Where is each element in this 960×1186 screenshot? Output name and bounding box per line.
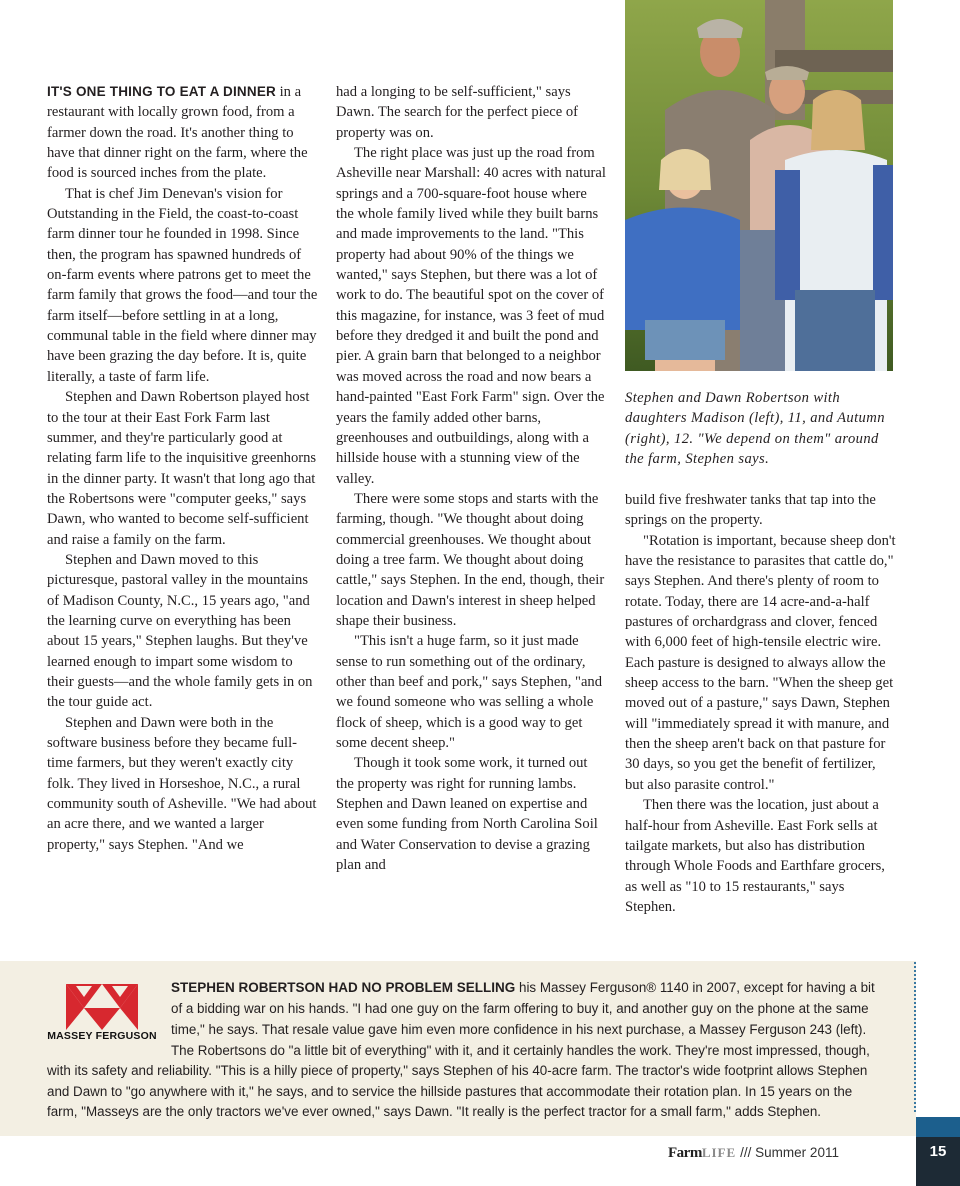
article-paragraph: There were some stops and starts with the farming, though. "We thought about doing commercial greenhouses. We thought about doing a tree farm. We thought about doing cattle," says Stephen. In the end, though, their location and Dawn's interest in sheep helped shape their business. xyxy=(336,490,605,629)
article-column-3 xyxy=(625,490,897,917)
sidebar-dotted-rule xyxy=(914,962,916,1112)
photo-caption: Stephen and Dawn Robertson with daughters Madison (left), 11, and Autumn (right), 12. "We depend on them" around the farm, Stephen says. xyxy=(625,390,885,468)
article-paragraph: Stephen and Dawn Robertson played host to the tour at their East Fork Farm last summer, and they're particularly good at relating farm life to the inquisitive greenhorns in the dinner party. It wasn't that long ago that the Robertsons were "computer geeks," says Dawn, who wanted to become self-sufficient and raise a family on the farm. xyxy=(47,389,317,548)
article-paragraph: That is chef Jim Denevan's vision for Outstanding in the Field, the coast-to-coast farm dinner tour he founded in 1998. Since then, the program has spawned hundreds of on-farm events where patrons get to meet the farm family that grows the food—and tour the farm itself—before settling in at a long, communal table in the field where dinner may have been grazing the day before. It is, quite literally, a taste of farm life. xyxy=(47,185,318,385)
issue-date: /// Summer 2011 xyxy=(740,1145,839,1160)
sidebar-line xyxy=(171,978,875,999)
article-paragraph: "This isn't a huge farm, so it just made sense to run something out of the ordinary, other than beef and pork," says Stephen, "and we found someone who was selling a whole flock of sheep, which is a good way to get some decent sheep." xyxy=(336,633,603,751)
brand-life: LIFE xyxy=(701,1145,737,1160)
article-column-2 xyxy=(336,82,608,875)
article-paragraph: "Rotation is important, because sheep don't have the resistance to parasites that cattle do," says Stephen. And there's plenty of room to rotate. Today, there are 14 acre-and-a-half pastures of orchardgrass and clover, fenced with 6,000 feet of high-tensile electric wire. Each pasture is designed to always allow the sheep access to the barn. "When the sheep get moved out of a pasture," says Dawn, Stephen will "immediately spread it with manure, and then the sheep aren't back on that pasture for 30 days, so you get the benefit of fertilizer, but also parasite control." xyxy=(625,532,896,793)
sidebar-line: The Robertsons do "a little bit of everything" with it, and it certainly handles the work. They're most impressed, though, xyxy=(171,1043,870,1058)
family-photo xyxy=(625,0,893,371)
page-number: 15 xyxy=(929,1143,947,1160)
article-paragraph: The right place was just up the road from Asheville near Marshall: 40 acres with natural springs and a 700-square-foot house where the whole family lived while they built barns and made improvements to the land. "This property had about 90% of the things we wanted," says Stephen, but there was a lot of work to do. The beautiful spot on the cover of this magazine, for instance, was 3 feet of mud before they dredged it and built the pond and pier. A grain barn that belonged to a neighbor was moved across the road and now bears a hand-painted "East Fork Farm" sign. Over the years the family added other barns, greenhouses and outbuildings, along with a hillside house with a stunning view of the valley. xyxy=(336,145,606,487)
page-tab-accent xyxy=(916,1117,960,1137)
sidebar-line: of a bidding war on his hands. "I had one guy on the farm offering to buy it, and another guy on the phone at the same xyxy=(171,1001,869,1016)
article-paragraph: had a longing to be self-sufficient," says Dawn. The search for the perfect piece of property was on. xyxy=(336,84,579,141)
brand-farm: Farm xyxy=(668,1145,702,1161)
sidebar-line: and Dawn to "go anywhere with it," he says, and to service the hillside pastures that accommodate their rotation plan. In 15 years on the xyxy=(47,1084,853,1099)
sidebar-line: time," he says. That resale value gave him even more confidence in his next purchase, a Massey Ferguson 243 (left). xyxy=(171,1022,867,1037)
article-paragraph: Stephen and Dawn were both in the software business before they became full-time farmers, but they weren't exactly city folk. They lived in Horseshoe, N.C., a rural community south of Asheville. "We had about an acre there, and we wanted a larger property," says Stephen. "And we xyxy=(47,714,317,853)
sidebar-line: farm, "Masseys are the only tractors we've ever owned," says Dawn. "It really is the perfect tractor for a small farm," adds Stephen. xyxy=(47,1104,821,1119)
footer-brand xyxy=(668,1145,839,1162)
article-paragraph xyxy=(47,82,319,184)
article-paragraph: Stephen and Dawn moved to this picturesque, pastoral valley in the mountains of Madison County, N.C., 15 years ago, "and the learning curve on everything has been about 15 years," Stephen laughs. But they've learned enough to impart some wisdom to their guests—and the whole family gets in on the tour guide act. xyxy=(47,551,313,711)
sidebar-lead-in: STEPHEN ROBERTSON HAD NO PROBLEM SELLING xyxy=(171,980,516,995)
article-text: in a restaurant with locally grown food, from a farmer down the road. It's another thing to have that dinner right on the farm, where the food is sourced inches from the plate. xyxy=(47,84,308,182)
article-paragraph: Then there was the location, just about a half-hour from Asheville. East Fork sells at tailgate markets, but also has distribution through Whole Foods and Earthfare grocers, as well as "10 to 15 restaurants," says Stephen. xyxy=(625,797,885,915)
article-lead-in: IT'S ONE THING TO EAT A DINNER xyxy=(47,84,276,99)
article-paragraph: Though it took some work, it turned out the property was right for running lambs. Stephen and Dawn leaned on expertise and even some funding from North Carolina Soil and Water Conservation to devise a grazing plan and xyxy=(336,755,598,874)
sidebar-text: his Massey Ferguson® 1140 in 2007, except for having a bit xyxy=(515,980,875,995)
sidebar-line: with its safety and reliability. "This is a hilly piece of property," says Stephen of his 40-acre farm. The tractor's wide footprint allows Stephen xyxy=(47,1063,868,1078)
article-column-1 xyxy=(47,82,319,855)
article-paragraph: build five freshwater tanks that tap into the springs on the property. xyxy=(625,492,876,529)
massey-ferguson-wordmark: MASSEY FERGUSON xyxy=(47,1030,157,1042)
